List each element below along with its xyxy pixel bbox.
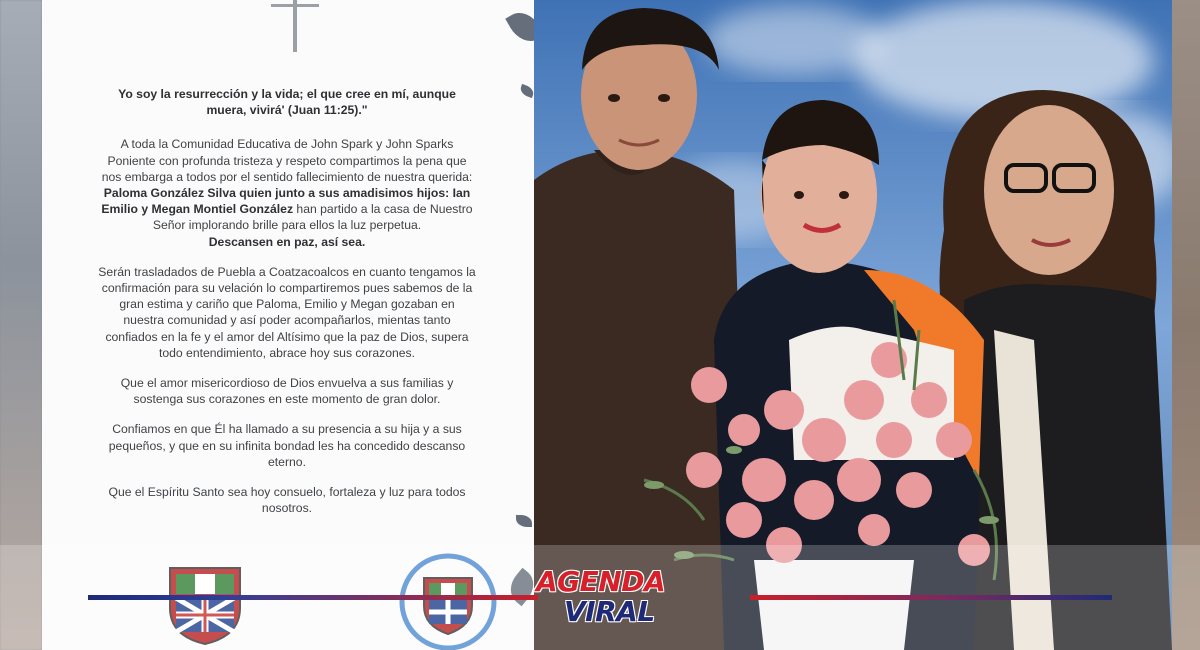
bible-quote: Yo soy la resurrección y la vida; el que cree en mí, aunque muera, vivirá' (Juan 11:25).": [118, 87, 456, 118]
holy-spirit-paragraph: Que el Espíritu Santo sea hoy consuelo, fortaleza y luz para todos nosotros.: [108, 485, 466, 516]
obituary-text: [98, 86, 476, 530]
mercy-paragraph: Que el amor misericordioso de Dios envuelva a sus familias y sostenga sus corazones en este momento de gran dolor.: [120, 376, 454, 407]
trust-paragraph: Confiamos en que Él ha llamado a su presencia a su hija y a sus pequeños, y que en su infinita bondad les ha concedido descanso eterno.: [108, 422, 466, 469]
logo-word-agenda: AGENDA: [536, 565, 666, 598]
banner-stripe-left: [88, 595, 538, 600]
announcement-paragraph: [98, 136, 476, 249]
banner-stripe-right: [750, 595, 1112, 600]
deceased-names: Paloma González Silva quien junto a sus amadisimos hijos: Ian Emilio y Megan Montiel González: [101, 186, 471, 217]
agenda-viral-logo: [536, 565, 666, 635]
leaf-decoration: [519, 84, 534, 98]
transfer-paragraph: Serán trasladados de Puebla a Coatzacoalcos en cuanto tengamos la confirmación para su velación lo compartiremos pues sabemos de la gran estima y cariño que Paloma, Emilio y Megan gozaban en nuestra comunidad y así poder acompañarlos, mientas tanto confiados en la fe y el amor del Altísimo que la paz de Dios, supera todo entendimiento, abrace hoy sus corazones.: [98, 264, 476, 360]
announcement-tail: han partido a la casa de Nuestro Señor implorando brille para ellos la luz perpetua.: [152, 202, 473, 233]
leaf-decoration: [505, 6, 534, 48]
leaf-decoration: [516, 515, 532, 527]
logo-word-viral: VIRAL: [564, 595, 655, 628]
cross-icon: [287, 0, 303, 52]
announcement-intro: A toda la Comunidad Educativa de John Spark y John Sparks Poniente con profunda tristeza y respeto compartimos la pena que nos embarga a todos por el sentido fallecimiento de nuestra querida:: [101, 137, 473, 184]
rest-in-peace: Descansen en paz, así sea.: [208, 234, 366, 249]
